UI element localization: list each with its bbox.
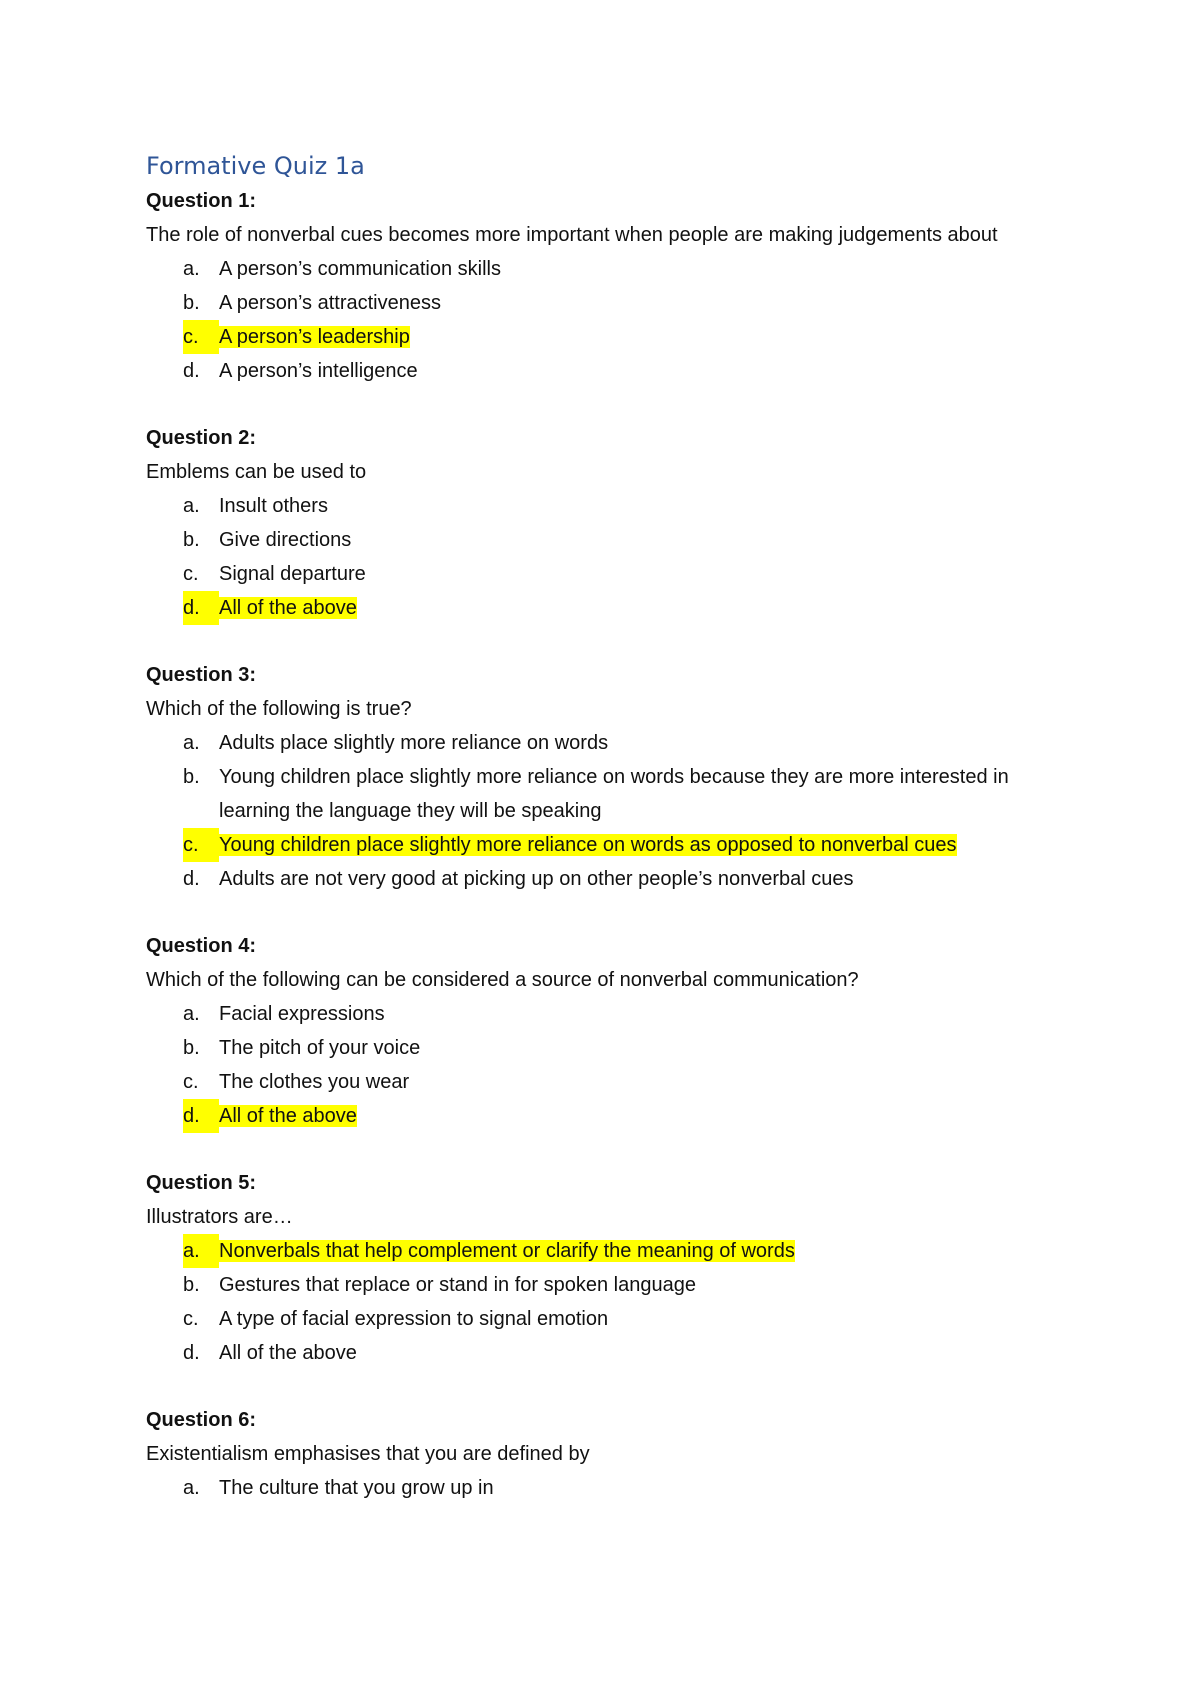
- option-text: A person’s communication skills: [219, 258, 501, 280]
- option-text: All of the above: [219, 1105, 357, 1127]
- option-text: Adults are not very good at picking up on other people’s nonverbal cues: [219, 868, 854, 890]
- option-correct-highlighted: [146, 828, 1066, 862]
- option-letter: d.: [183, 868, 200, 890]
- option-letter: b.: [183, 1274, 200, 1296]
- option-text: Give directions: [219, 529, 352, 551]
- option-text: Nonverbals that help complement or clarify the meaning of words: [219, 1240, 795, 1262]
- option: [146, 726, 1066, 760]
- option: [146, 1065, 1066, 1099]
- question-list: [146, 184, 1066, 1505]
- option: [146, 252, 1066, 286]
- option: [146, 557, 1066, 591]
- question-prompt: Which of the following is true?: [146, 698, 412, 720]
- option-correct-highlighted: [146, 1099, 1066, 1133]
- page-title: Formative Quiz 1a: [146, 152, 365, 180]
- option: [146, 523, 1066, 557]
- option-text: A type of facial expression to signal emotion: [219, 1308, 609, 1330]
- option-letter: b.: [183, 766, 200, 788]
- option-list: [146, 489, 1066, 625]
- option: [146, 1031, 1066, 1065]
- option-letter: a.: [183, 495, 200, 517]
- question-heading: Question 4:: [146, 935, 257, 957]
- option-text: Signal departure: [219, 563, 366, 585]
- option-letter: b.: [183, 292, 200, 314]
- option-letter: c.: [183, 320, 219, 354]
- question-heading: Question 2:: [146, 427, 257, 449]
- question-heading: Question 1:: [146, 190, 257, 212]
- option-correct-highlighted: [146, 591, 1066, 625]
- option-letter: c.: [183, 563, 199, 585]
- option-text: Insult others: [219, 495, 328, 517]
- option-correct-highlighted: [146, 1234, 1066, 1268]
- question-block-6: [146, 1403, 1066, 1505]
- option-letter: a.: [183, 258, 200, 280]
- question-prompt: Existentialism emphasises that you are defined by: [146, 1443, 590, 1465]
- option-text: Gestures that replace or stand in for spoken language: [219, 1274, 696, 1296]
- option: [146, 286, 1066, 320]
- option-letter: b.: [183, 1037, 200, 1059]
- option-letter: a.: [183, 1477, 200, 1499]
- question-prompt: Emblems can be used to: [146, 461, 367, 483]
- option-letter: d.: [183, 1342, 200, 1364]
- option-letter: a.: [183, 732, 200, 754]
- option: [146, 354, 1066, 388]
- option: [146, 997, 1066, 1031]
- question-prompt: The role of nonverbal cues becomes more important when people are making judgements about: [146, 224, 998, 246]
- option-letter: d.: [183, 591, 219, 625]
- option: [146, 1302, 1066, 1336]
- option-text: Young children place slightly more reliance on words as opposed to nonverbal cues: [219, 834, 957, 856]
- option-list: [146, 252, 1066, 388]
- question-prompt: Illustrators are…: [146, 1206, 293, 1228]
- question-prompt: Which of the following can be considered a source of nonverbal communication?: [146, 969, 859, 991]
- option-correct-highlighted: [146, 320, 1066, 354]
- question-block-2: [146, 421, 1066, 625]
- option-letter: a.: [183, 1234, 219, 1268]
- option-list: [146, 997, 1066, 1133]
- question-heading: Question 6:: [146, 1409, 257, 1431]
- option-list: [146, 1234, 1066, 1370]
- question-block-1: [146, 184, 1066, 388]
- option: [146, 489, 1066, 523]
- option-letter: c.: [183, 1308, 199, 1330]
- option-text: The culture that you grow up in: [219, 1477, 494, 1499]
- option-text: A person’s attractiveness: [219, 292, 441, 314]
- option-text: All of the above: [219, 1342, 357, 1364]
- option-letter: d.: [183, 360, 200, 382]
- option: [146, 1336, 1066, 1370]
- option-text: A person’s intelligence: [219, 360, 418, 382]
- option-text: A person’s leadership: [219, 326, 410, 348]
- option-letter: a.: [183, 1003, 200, 1025]
- option: [146, 862, 1066, 896]
- question-block-3: [146, 658, 1066, 896]
- option-text: Adults place slightly more reliance on words: [219, 732, 609, 754]
- option-text: All of the above: [219, 597, 357, 619]
- question-heading: Question 3:: [146, 664, 257, 686]
- question-block-4: [146, 929, 1066, 1133]
- question-block-5: [146, 1166, 1066, 1370]
- option-text: Facial expressions: [219, 1003, 385, 1025]
- question-heading: Question 5:: [146, 1172, 257, 1194]
- option-letter: d.: [183, 1099, 219, 1133]
- option-letter: c.: [183, 1071, 199, 1093]
- option-text: The pitch of your voice: [219, 1037, 421, 1059]
- document-page: [146, 148, 1066, 1538]
- option-text: Young children place slightly more reliance on words because they are more interested in learning the language they will be speaking: [219, 766, 1009, 822]
- option-letter: b.: [183, 529, 200, 551]
- option: [146, 1471, 1066, 1505]
- option: [146, 760, 1066, 828]
- option: [146, 1268, 1066, 1302]
- option-letter: c.: [183, 828, 219, 862]
- option-list: [146, 1471, 1066, 1505]
- option-text: The clothes you wear: [219, 1071, 410, 1093]
- option-list: [146, 726, 1066, 896]
